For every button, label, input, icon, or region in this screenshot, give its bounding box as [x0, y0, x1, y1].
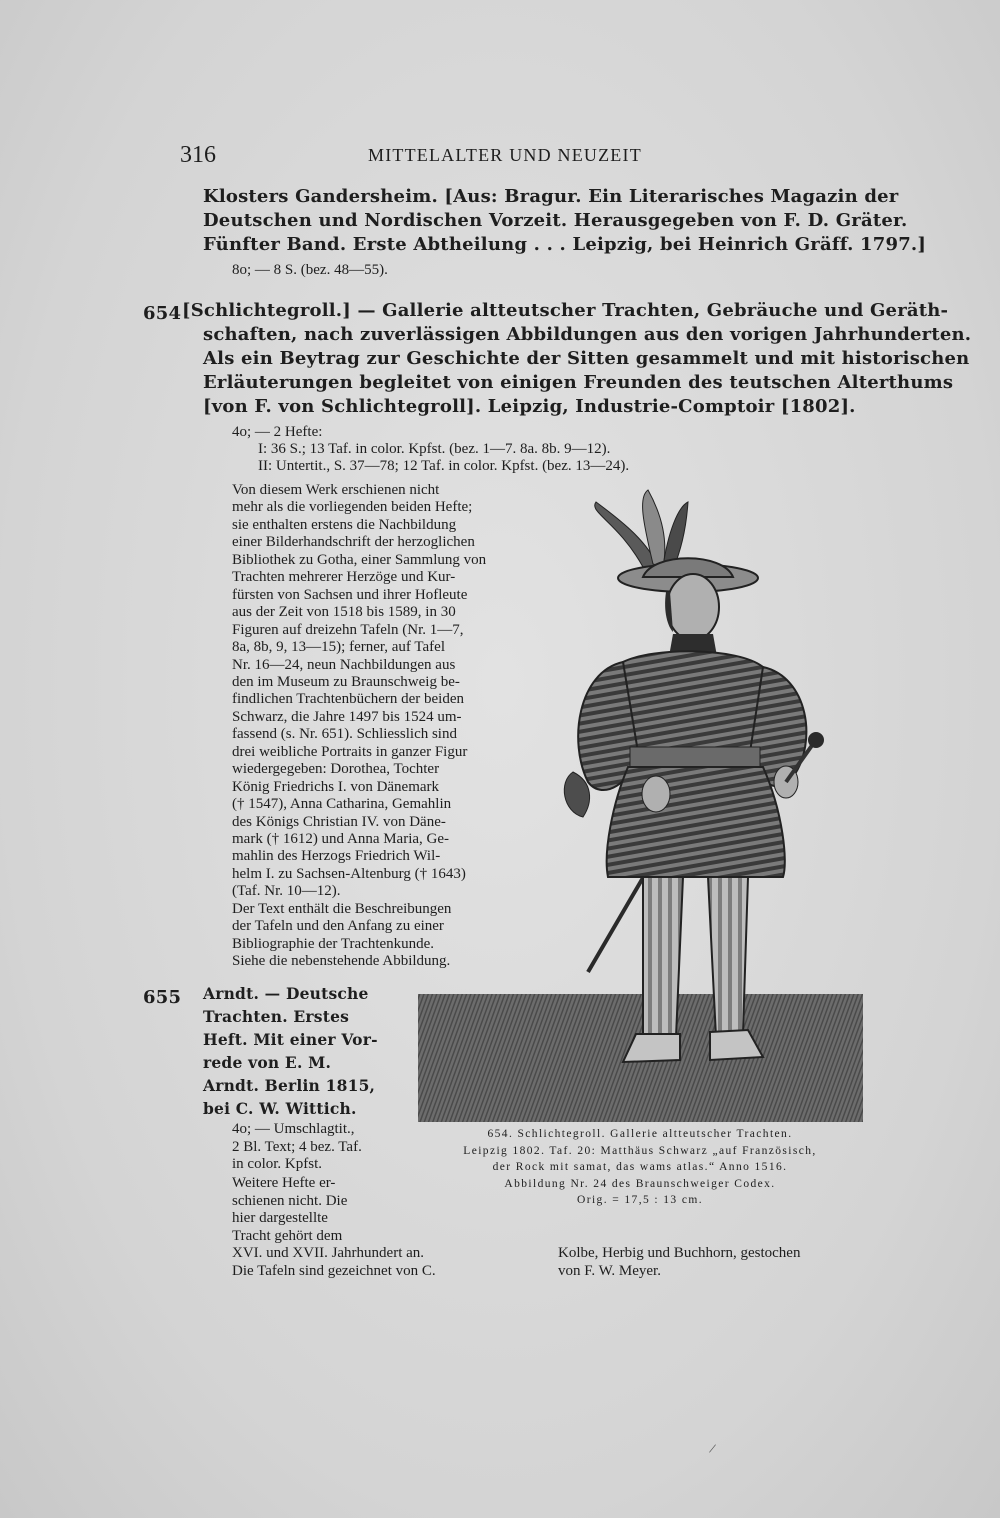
caption-line: Orig. = 17,5 : 13 cm. — [577, 1194, 703, 1206]
text-line: fürsten von Sachsen und ihrer Hofleute — [232, 586, 468, 603]
text-line: Arndt. — Deutsche — [203, 984, 369, 1003]
entry-number: 655 — [143, 987, 182, 1008]
caption-line: der Rock mit samat, das wams atlas.“ Anno 1516. — [492, 1161, 788, 1173]
text-line: XVI. und XVII. Jahrhundert an. — [232, 1245, 425, 1261]
text-line: Trachten mehrerer Herzöge und Kur- — [232, 569, 456, 586]
text-line: hier dargestellte — [232, 1210, 328, 1226]
text-line: mahlin des Herzogs Friedrich Wil- — [232, 848, 441, 865]
text-line: in color. Kpfst. — [232, 1156, 322, 1172]
text-line: der Tafeln und den Anfang zu einer — [232, 918, 444, 935]
text-line: einer Bilderhandschrift der herzoglichen — [232, 534, 475, 551]
text-line: Erläuterungen begleitet von einigen Freunden des teutschen Alterthums — [203, 372, 954, 393]
running-title: MITTELALTER UND NEUZEIT — [368, 145, 642, 165]
collation-line: II: Untertit., S. 37—78; 12 Taf. in color. Kpfst. (bez. 13—24). — [258, 458, 630, 474]
text-line: Kolbe, Herbig und Buchhorn, gestochen — [558, 1245, 801, 1261]
text-line: († 1547), Anna Catharina, Gemahlin — [232, 796, 452, 813]
text-line: Heft. Mit einer Vor- — [203, 1030, 378, 1049]
text-line: rede von E. M. — [203, 1053, 332, 1072]
text-line: [von F. von Schlichtegroll]. Leipzig, Industrie-Comptoir [1802]. — [203, 396, 856, 417]
pencil-mark: / — [707, 1441, 717, 1458]
text-line: 4o; — Umschlagtit., — [232, 1121, 355, 1137]
text-line: Nr. 16—24, neun Nachbildungen aus — [232, 656, 456, 673]
text-line: (Taf. Nr. 10—12). — [232, 883, 341, 900]
text-line: aus der Zeit von 1518 bis 1589, in 30 — [232, 604, 456, 621]
caption-line: Abbildung Nr. 24 des Braunschweiger Codex. — [504, 1177, 776, 1190]
text-line: Fünfter Band. Erste Abtheilung . . . Leipzig, bei Heinrich Gräff. 1797.] — [203, 234, 927, 255]
text-line: König Friedrichs I. von Dänemark — [232, 778, 440, 795]
costume-illustration — [418, 482, 863, 1122]
entry-number: 654 — [143, 303, 182, 324]
text-line: Der Text enthält die Beschreibungen — [232, 900, 452, 917]
text-line: helm I. zu Sachsen-Altenburg († 1643) — [232, 865, 466, 882]
text-line: Figuren auf dreizehn Tafeln (Nr. 1—7, — [232, 621, 464, 638]
text-line: Als ein Beytrag zur Geschichte der Sitten gesammelt und mit historischen — [203, 348, 970, 369]
text-line: Klosters Gandersheim. [Aus: Bragur. Ein Literarisches Magazin der — [203, 186, 899, 207]
collation-line: I: 36 S.; 13 Taf. in color. Kpfst. (bez. 1—7. 8a. 8b. 9—12). — [258, 441, 611, 457]
text-line: den im Museum zu Braunschweig be- — [232, 673, 460, 690]
text-line: Bibliothek zu Gotha, einer Sammlung von — [232, 551, 487, 568]
text-line: fassend (s. Nr. 651). Schliesslich sind — [232, 726, 457, 743]
text-line: drei weibliche Portraits in ganzer Figur — [232, 743, 468, 760]
text-line: Die Tafeln sind gezeichnet von C. — [232, 1262, 436, 1279]
text-line: Bibliographie der Trachtenkunde. — [232, 935, 435, 952]
text-line: bei C. W. Wittich. — [203, 1099, 357, 1118]
text-line: Arndt. Berlin 1815, — [203, 1076, 376, 1095]
collation-line: 4o; — 2 Hefte: — [232, 424, 323, 440]
text-line: [Schlichtegroll.] — Gallerie altteutscher Trachten, Gebräuche und Geräth- — [182, 300, 949, 321]
text-line: 2 Bl. Text; 4 bez. Taf. — [232, 1138, 362, 1155]
text-line: Trachten. Erstes — [203, 1007, 350, 1026]
text-line: mehr als die vorliegenden beiden Hefte; — [232, 499, 473, 516]
text-line: Tracht gehört dem — [232, 1227, 343, 1244]
text-line: schaften, nach zuverlässigen Abbildungen aus den vorigen Jahrhunderten. — [203, 324, 972, 345]
text-line: Von diesem Werk erschienen nicht — [232, 482, 440, 498]
text-line: Siehe die nebenstehende Abbildung. — [232, 953, 451, 970]
caption-line: 654. Schlichtegroll. Gallerie altteutscher Trachten. — [487, 1128, 793, 1140]
page-number: 316 — [180, 142, 216, 168]
caption-line: Leipzig 1802. Taf. 20: Matthäus Schwarz „auf Französisch, — [463, 1144, 817, 1157]
text-line: findlichen Trachtenbüchern der beiden — [232, 691, 465, 708]
text-line: des Königs Christian IV. von Däne- — [232, 813, 446, 830]
text-line: Schwarz, die Jahre 1497 bis 1524 um- — [232, 708, 462, 725]
collation-line: 8o; — 8 S. (bez. 48—55). — [232, 262, 388, 278]
text-line: mark († 1612) und Anna Maria, Ge- — [232, 831, 450, 847]
text-line: Weitere Hefte er- — [232, 1175, 336, 1191]
text-line: Deutschen und Nordischen Vorzeit. Herausgegeben von F. D. Gräter. — [203, 210, 908, 231]
text-line: schienen nicht. Die — [232, 1192, 348, 1209]
text-line: von F. W. Meyer. — [558, 1262, 661, 1279]
text-line: 8a, 8b, 9, 13—15); ferner, auf Tafel — [232, 639, 445, 656]
text-line: sie enthalten erstens die Nachbildung — [232, 516, 457, 533]
text-line: wiedergegeben: Dorothea, Tochter — [232, 761, 440, 778]
